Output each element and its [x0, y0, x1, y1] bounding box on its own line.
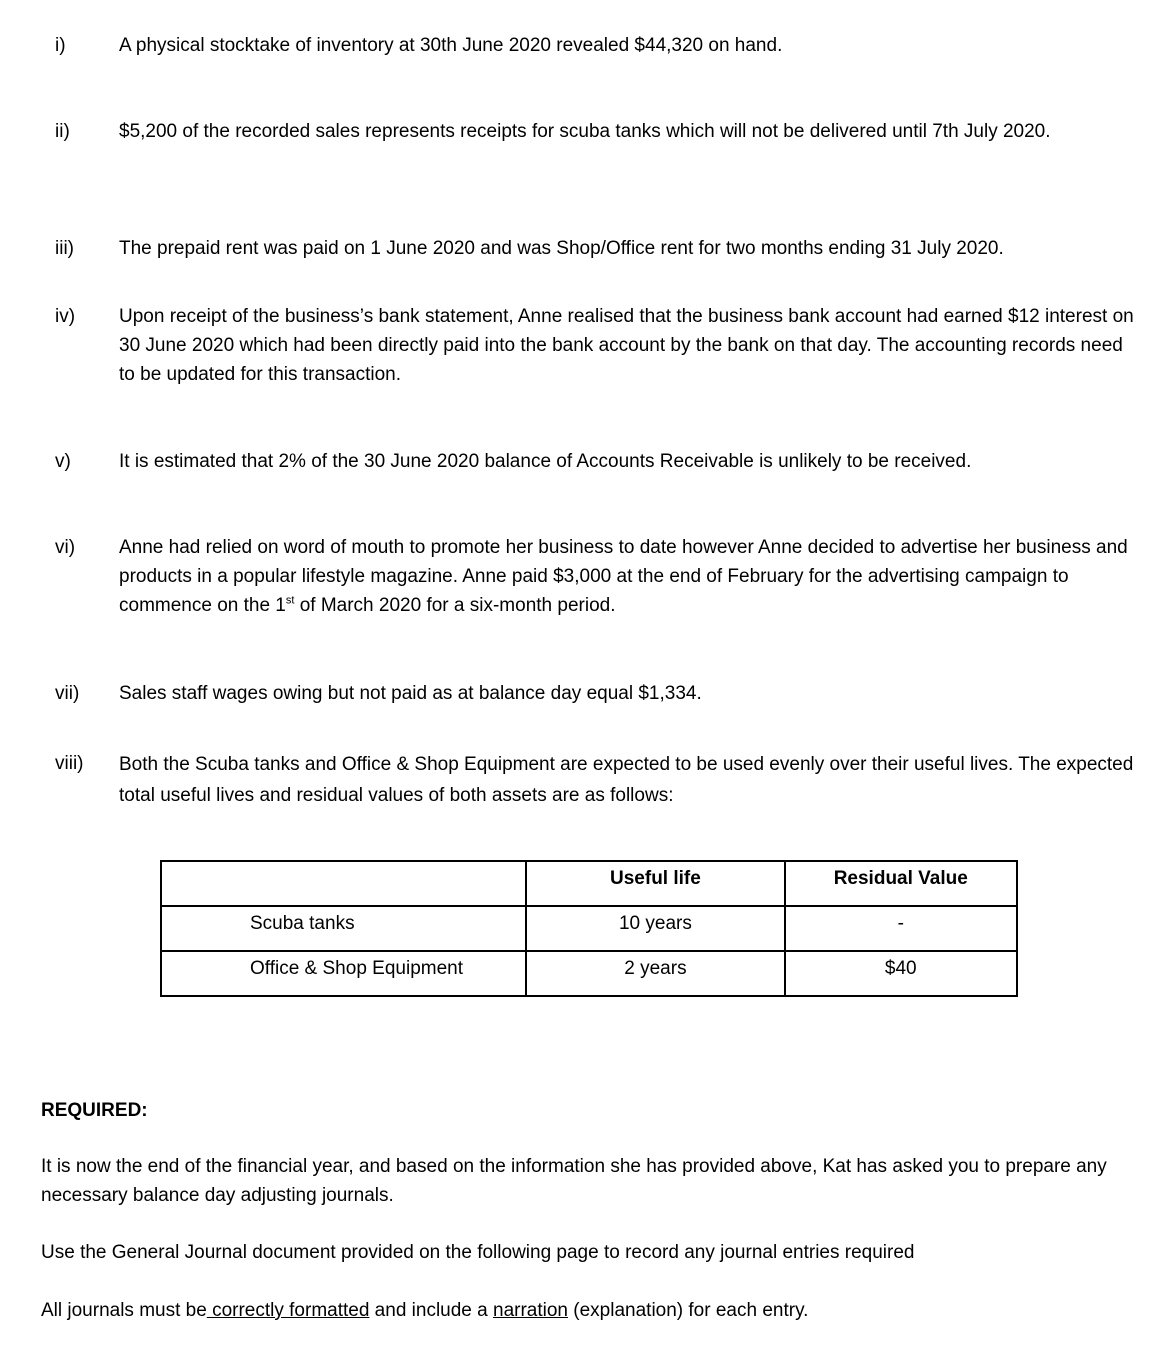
- narration-underline: narration: [493, 1300, 568, 1321]
- correctly-formatted-underline: correctly formatted: [206, 1300, 370, 1321]
- item-text: $5,200 of the recorded sales represents receipts for scuba tanks which will not be delivered until 7th July 2020.: [119, 121, 1051, 142]
- item-number: vi): [55, 537, 76, 558]
- table-cell-asset: Scuba tanks: [161, 906, 526, 951]
- item-number: ii): [55, 121, 70, 142]
- para3-text-b: and include a: [369, 1300, 493, 1321]
- item-text: Both the Scuba tanks and Office & Shop Equipment are expected to be used evenly over their useful lives. The expected total useful lives and residual values of both assets are as follows:: [119, 754, 1134, 806]
- item-number: viii): [55, 753, 84, 774]
- required-heading: REQUIRED:: [41, 1100, 148, 1121]
- required-paragraph-3: [41, 1296, 1151, 1325]
- table-cell-useful-life: 2 years: [526, 951, 784, 996]
- table-row: [161, 906, 1017, 951]
- table-cell-residual-value: -: [785, 906, 1017, 951]
- item-text: Upon receipt of the business’s bank statement, Anne realised that the business bank account had earned $12 interest on 30 June 2020 which had been directly paid into the bank account by the bank on that day. The accounting records need to be updated for this transaction.: [119, 306, 1134, 385]
- required-paragraph-1: It is now the end of the financial year, and based on the information she has provided above, Kat has asked you to prepare any necessary balance day adjusting journals.: [41, 1156, 1107, 1206]
- item-number: vii): [55, 683, 80, 704]
- item-text: It is estimated that 2% of the 30 June 2020 balance of Accounts Receivable is unlikely to be received.: [119, 451, 972, 472]
- item-text-after: of March 2020 for a six-month period.: [294, 595, 616, 616]
- item-text: [119, 533, 1139, 620]
- table-header-cell: Useful life: [526, 861, 784, 906]
- para3-text-c: (explanation) for each entry.: [568, 1300, 809, 1321]
- asset-life-table: [160, 860, 1018, 997]
- item-number: iv): [55, 306, 76, 327]
- item-text: A physical stocktake of inventory at 30th June 2020 revealed $44,320 on hand.: [119, 35, 783, 56]
- item-number: v): [55, 451, 71, 472]
- item-text: Sales staff wages owing but not paid as at balance day equal $1,334.: [119, 683, 702, 704]
- item-text-before: Anne had relied on word of mouth to promote her business to date however Anne decided to advertise her business and products in a popular lifestyle magazine. Anne paid $3,000 at the end of February for the advertising campaign to commence on the 1: [119, 537, 1128, 616]
- table-header-row: [161, 861, 1017, 906]
- para3-text-a: All journals must be: [41, 1300, 207, 1321]
- table-cell-useful-life: 10 years: [526, 906, 784, 951]
- table-cell-asset: Office & Shop Equipment: [161, 951, 526, 996]
- required-paragraph-2: Use the General Journal document provided on the following page to record any journal entries required: [41, 1242, 915, 1263]
- ordinal-suffix: st: [285, 594, 295, 607]
- item-number: iii): [55, 238, 74, 259]
- table-header-cell: [161, 861, 526, 906]
- table-row: [161, 951, 1017, 996]
- item-text: The prepaid rent was paid on 1 June 2020 and was Shop/Office rent for two months ending 31 July 2020.: [119, 238, 1004, 259]
- item-number: i): [55, 35, 66, 56]
- table-cell-residual-value: $40: [785, 951, 1017, 996]
- table-header-cell: Residual Value: [785, 861, 1017, 906]
